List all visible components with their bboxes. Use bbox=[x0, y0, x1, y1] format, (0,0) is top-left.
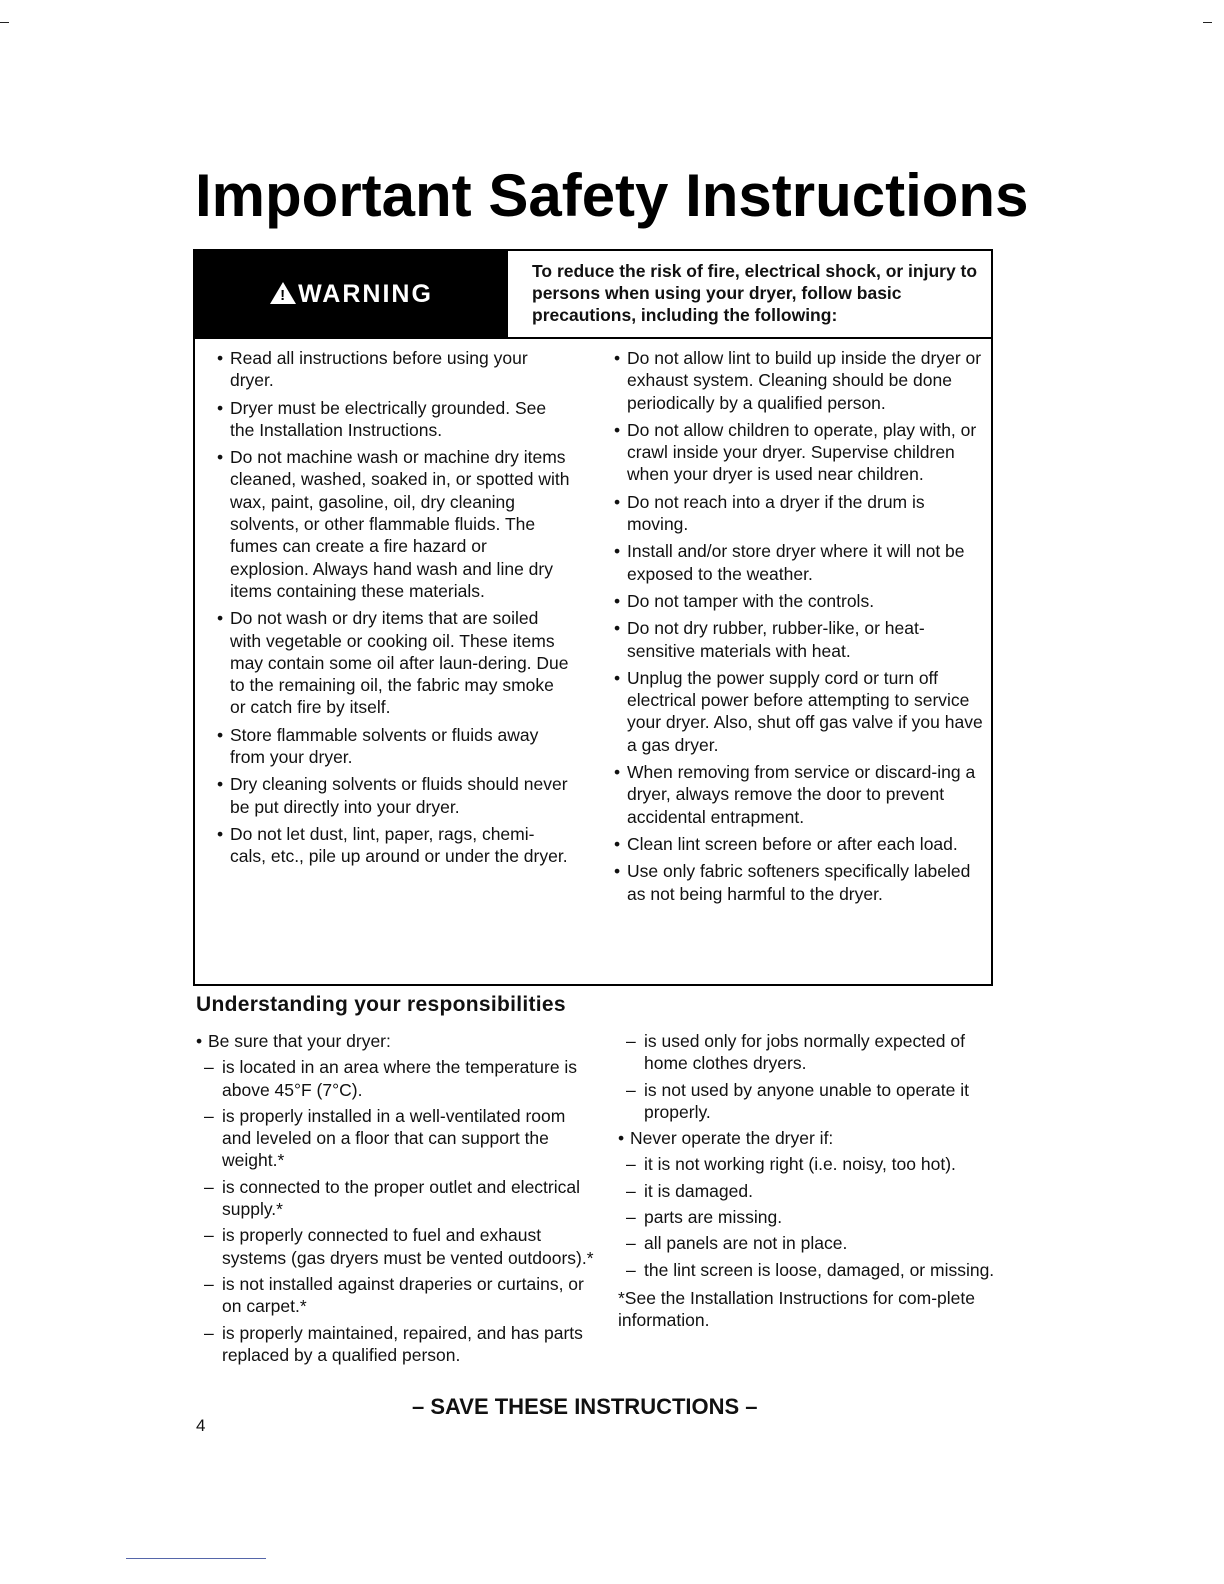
warning-item: • Do not reach into a dryer if the drum is moving. bbox=[612, 491, 987, 536]
page-number: 4 bbox=[196, 1416, 206, 1435]
warning-intro: To reduce the risk of fire, electrical shock, or injury to persons when using your dryer, follow basic precautions, including the following: bbox=[532, 261, 978, 325]
warning-item: • Do not machine wash or machine dry items cleaned, washed, soaked in, or spotted with wax, paint, gasoline, oil, dry cleaning solvents, or other flammable fluids. The fumes can create a fire hazard or explosion. Always hand wash and line dry items containing these materials. bbox=[215, 446, 570, 602]
warning-item: • Do not wash or dry items that are soiled with vegetable or cooking oil. These items may contain some oil after laun-dering. Due to the remaining oil, the fabric may smoke or catch fire by itself. bbox=[215, 607, 570, 718]
responsibilities-left bbox=[196, 1030, 596, 1370]
warning-label-text: WARNING bbox=[298, 279, 433, 308]
warning-item: • Unplug the power supply cord or turn off electrical power before attempting to service your dryer. Also, shut off gas valve if you have a gas dryer. bbox=[612, 667, 987, 756]
never-item: – the lint screen is loose, damaged, or missing. bbox=[618, 1259, 1008, 1281]
warning-label bbox=[195, 251, 508, 337]
responsibility-item: – is properly installed in a well-ventilated room and leveled on a floor that can support the weight.* bbox=[196, 1105, 596, 1172]
never-item: – all panels are not in place. bbox=[618, 1232, 1008, 1254]
warning-list-left bbox=[215, 347, 570, 873]
be-sure-intro: • Be sure that your dryer: bbox=[196, 1030, 596, 1052]
responsibility-item: – is properly connected to fuel and exhaust systems (gas dryers must be vented outdoors).* bbox=[196, 1224, 596, 1269]
never-item: – parts are missing. bbox=[618, 1206, 1008, 1228]
warning-item: • Dryer must be electrically grounded. See the Installation Instructions. bbox=[215, 397, 570, 442]
responsibility-item: – is not installed against draperies or curtains, or on carpet.* bbox=[196, 1273, 596, 1318]
warning-item: • Use only fabric softeners specifically labeled as not being harmful to the dryer. bbox=[612, 860, 987, 905]
warning-divider bbox=[195, 337, 991, 339]
responsibility-item: – is located in an area where the temperature is above 45°F (7°C). bbox=[196, 1056, 596, 1101]
warning-item: • Store flammable solvents or fluids away from your dryer. bbox=[215, 724, 570, 769]
scan-mark bbox=[126, 1558, 266, 1559]
never-operate-intro: • Never operate the dryer if: bbox=[618, 1127, 1008, 1149]
warning-header bbox=[195, 251, 991, 337]
warning-list-right bbox=[612, 347, 987, 910]
responsibility-item: – is connected to the proper outlet and electrical supply.* bbox=[196, 1176, 596, 1221]
warning-item: • Clean lint screen before or after each load. bbox=[612, 833, 987, 855]
never-item: – it is not working right (i.e. noisy, too hot). bbox=[618, 1153, 1008, 1175]
warning-item: • When removing from service or discard-ing a dryer, always remove the door to prevent accidental entrapment. bbox=[612, 761, 987, 828]
installation-note: *See the Installation Instructions for com-plete information. bbox=[618, 1287, 975, 1331]
responsibility-item: – is properly maintained, repaired, and has parts replaced by a qualified person. bbox=[196, 1322, 596, 1367]
scan-mark bbox=[1203, 22, 1212, 23]
warning-item: • Do not allow children to operate, play with, or crawl inside your dryer. Supervise children when your dryer is used near children. bbox=[612, 419, 987, 486]
warning-triangle-icon bbox=[270, 282, 296, 304]
scan-mark bbox=[0, 22, 9, 23]
warning-item: • Install and/or store dryer where it will not be exposed to the weather. bbox=[612, 540, 987, 585]
responsibility-item: – is used only for jobs normally expected of home clothes dryers. bbox=[618, 1030, 1008, 1075]
warning-item: • Do not tamper with the controls. bbox=[612, 590, 987, 612]
responsibility-item: – is not used by anyone unable to operate it properly. bbox=[618, 1079, 1008, 1124]
responsibilities-heading: Understanding your responsibilities bbox=[196, 993, 566, 1016]
warning-item: • Do not dry rubber, rubber-like, or heat-sensitive materials with heat. bbox=[612, 617, 987, 662]
responsibilities-right bbox=[618, 1030, 1008, 1332]
warning-item: • Read all instructions before using your dryer. bbox=[215, 347, 570, 392]
save-instructions: – SAVE THESE INSTRUCTIONS – bbox=[412, 1394, 758, 1419]
warning-item: • Do not let dust, lint, paper, rags, chemi-cals, etc., pile up around or under the dryer. bbox=[215, 823, 570, 868]
warning-item: • Dry cleaning solvents or fluids should never be put directly into your dryer. bbox=[215, 773, 570, 818]
warning-box bbox=[193, 249, 993, 986]
page-title: Important Safety Instructions bbox=[195, 162, 1029, 229]
warning-item: • Do not allow lint to build up inside the dryer or exhaust system. Cleaning should be done periodically by a qualified person. bbox=[612, 347, 987, 414]
never-item: – it is damaged. bbox=[618, 1180, 1008, 1202]
